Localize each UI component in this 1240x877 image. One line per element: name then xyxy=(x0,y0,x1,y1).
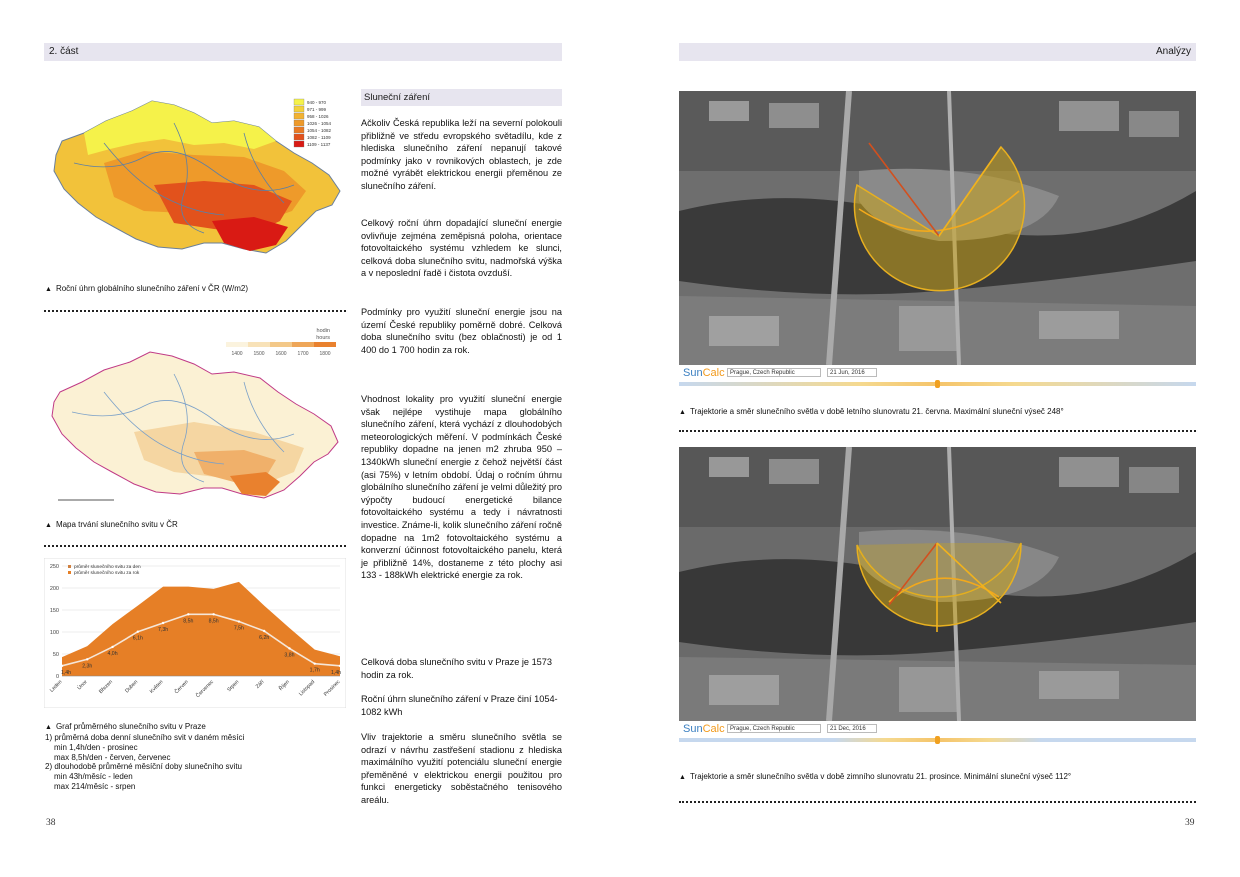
data-label: 8,5h xyxy=(208,618,219,625)
legend-swatch xyxy=(294,99,304,105)
divider xyxy=(44,545,346,547)
x-tick-label: Duben xyxy=(124,679,140,695)
prague-sunshine-chart xyxy=(44,558,346,708)
caption-list-item: min 1,4h/den - prosinec xyxy=(54,742,138,752)
y-tick-label: 200 xyxy=(49,586,59,592)
date-field[interactable]: 21 Jun, 2016 xyxy=(827,368,877,377)
x-tick-label: Prosinec xyxy=(322,679,342,698)
data-label: 6,2h xyxy=(259,634,270,641)
legend-label: 1109 - 1137 xyxy=(307,142,331,147)
y-tick-label: 0 xyxy=(55,674,59,680)
suncalc-logo xyxy=(683,367,725,379)
data-label: 1,4h xyxy=(330,669,342,676)
legend-marker xyxy=(68,565,71,568)
data-label: 1,7h xyxy=(309,667,320,674)
line-point xyxy=(137,631,139,633)
data-label: 3,8h xyxy=(284,652,295,659)
legend-swatch xyxy=(314,342,336,347)
legend-title-hours: hodin xyxy=(316,328,330,334)
caption-list-item: max 214/měsíc - srpen xyxy=(54,781,136,791)
data-label: 2,3h xyxy=(82,663,93,670)
line-point xyxy=(111,646,113,648)
paragraph: Vliv trajektorie a směru slunečního světla se odrazí v návrhu zastřešení stadionu z hlediska maximálního využití potenciálu sluneční energie přeměněné v elektrickou energii použitou pro funkci energeticky soběstačného tenisového areálu. xyxy=(361,732,562,805)
chart-caption-title: Graf průměrného slunečního svitu v Praze xyxy=(55,722,206,731)
line-point xyxy=(61,665,63,667)
suncalc-summer-aerial xyxy=(679,91,1196,365)
x-tick-label: Červenec xyxy=(195,679,216,700)
paragraph: Ačkoliv Česká republika leží na severní polokouli přibližně ve středu evropského světadílu, kde z hlediska slunečního záření nepanují takové podmínky jako v rovnikových oblastech, je zde možné vyrábět elektrickou energii přeměnou ze slunečního záření. xyxy=(361,118,562,191)
suncalc-winter-aerial xyxy=(679,447,1196,721)
paragraph: Roční úhrn slunečního záření v Praze činí 1054-1082 kWh xyxy=(361,694,558,717)
x-tick-label: Červen xyxy=(173,679,190,696)
legend-swatch xyxy=(294,120,304,126)
x-tick-label: Březen xyxy=(98,679,114,696)
paragraph: Celkový roční úhrn dopadající sluneční energie ovlivňuje zejména zeměpisná poloha, orientace fotovoltaického systému vzhledem ke slunci, celková doba slunečního svitu, nadmořská výška a v neposlední řadě i čistota ovzduší. xyxy=(361,218,562,279)
data-label: 7,3h xyxy=(158,627,169,634)
timeline-handle[interactable] xyxy=(935,380,940,388)
chart-caption: ▲ Graf průměrného slunečního svitu v Praze 1) průměrná doba denní slunečního svit v daném měsíci min 1,4h/den - prosinec max 8,5h/den - červen, červenec 2) dlouhodobě průměrné měsíční doby slunečního svitu min 43h/měsíc - leden max 214/měsíc - srpen xyxy=(45,722,355,792)
line-point xyxy=(288,647,290,649)
y-tick-label: 50 xyxy=(52,652,59,658)
line-point xyxy=(263,630,265,632)
y-tick-label: 100 xyxy=(49,630,59,636)
summer-solstice-caption: ▲ Trajektorie a směr slunečního světla v době letního slunovratu 21. června. Maximální sluneční výseč 248° xyxy=(679,407,1064,416)
solar-radiation-map-caption: ▲ Roční úhrn globálního slunečního záření v ČR (W/m2) xyxy=(45,284,249,293)
data-label: 4,0h xyxy=(107,650,118,657)
line-point xyxy=(339,665,341,667)
legend-tick: 1500 xyxy=(253,351,265,357)
page-number-right: 39 xyxy=(1185,818,1195,828)
y-tick-label: 150 xyxy=(49,608,59,614)
legend-swatch xyxy=(270,342,292,347)
paragraph: Celková doba slunečního svitu v Praze je 1573 hodin za rok. xyxy=(361,657,553,680)
legend-swatch xyxy=(294,106,304,112)
divider xyxy=(679,801,1196,803)
suncalc-logo-calc: Calc xyxy=(702,367,725,379)
data-label: 7,5h xyxy=(233,625,244,632)
legend-swatch xyxy=(294,113,304,119)
y-tick-label: 250 xyxy=(49,564,59,570)
x-tick-label: Srpen xyxy=(226,679,241,694)
legend-swatch xyxy=(248,342,270,347)
line-point xyxy=(187,613,189,615)
line-point xyxy=(86,658,88,660)
location-field[interactable]: Prague, Czech Republic xyxy=(727,724,821,733)
section-header-right: Analýzy xyxy=(679,43,1196,61)
section-title: Sluneční záření xyxy=(361,89,562,106)
radiation-map-legend xyxy=(294,99,332,147)
legend-label: 1082 - 1109 xyxy=(307,135,331,140)
suncalc-toolbar-winter xyxy=(679,721,1196,745)
chart-caption-list xyxy=(45,733,355,792)
legend-label: průměr slunečního svitu za rok xyxy=(74,571,140,576)
suncalc-logo-calc: Calc xyxy=(702,723,725,735)
x-tick-label: Únor xyxy=(76,679,89,692)
solar-radiation-map xyxy=(44,93,344,273)
legend-tick: 1600 xyxy=(275,351,287,357)
data-label: 1,4h xyxy=(60,669,72,676)
caption-list-item: max 8,5h/den - červen, červenec xyxy=(54,752,171,762)
line-point xyxy=(238,620,240,622)
legend-tick: 1700 xyxy=(297,351,309,357)
data-label: 8,5h xyxy=(183,618,194,625)
caption-text: Mapa trvání slunečního svitu v ČR xyxy=(55,520,178,529)
divider xyxy=(679,430,1196,432)
sunshine-map-legend xyxy=(226,342,336,357)
x-tick-label: Leden xyxy=(48,679,64,694)
legend-label: průměr slunečního svitu za den xyxy=(74,565,141,570)
caption-list-item: 1) průměrná doba denní slunečního svit v daném měsíci xyxy=(45,733,245,742)
legend-label: 971 - 999 xyxy=(307,107,327,112)
line-point xyxy=(212,613,214,615)
x-tick-label: Listopad xyxy=(298,679,317,698)
legend-tick: 1800 xyxy=(319,351,331,357)
legend-swatch xyxy=(294,134,304,140)
x-tick-label: Květen xyxy=(148,679,165,695)
legend-label: 958 - 1026 xyxy=(307,114,329,119)
data-label: 6,1h xyxy=(132,635,143,642)
divider xyxy=(44,310,346,312)
line-point xyxy=(314,662,316,664)
sunshine-duration-map xyxy=(44,322,344,508)
caption-text: Trajektorie a směr slunečního světla v době letního slunovratu 21. června. Maximální sluneční výseč 248° xyxy=(689,407,1064,416)
legend-swatch xyxy=(294,141,304,147)
suncalc-toolbar-summer xyxy=(679,365,1196,389)
caption-list-item: min 43h/měsíc - leden xyxy=(54,772,133,782)
legend-label: 1026 - 1054 xyxy=(307,121,332,126)
winter-solstice-caption: ▲ Trajektorie a směr slunečního světla v době zimního slunovratu 21. prosince. Minimální sluneční výseč 112° xyxy=(679,772,1072,781)
legend-tick: 1400 xyxy=(231,351,243,357)
line-point xyxy=(162,622,164,624)
legend-swatch xyxy=(294,127,304,133)
paragraph: Vhodnost lokality pro využití sluneční energie však nejlépe vystihuje mapa globálního slunečního záření, která vychází z dlouhodobých meteorologických měření. V podmínkách České republiky dopadne na jenen m2 zhruba 950 – 1340kWh sluneční energie z čehož největší část (asi 75%) v letním období. Údaj o ročním úhrnu globálního slunečního záření je velmi důležitý pro výpočty budoucí energetické bilance fotovoltaického systému a tedy i návratnosti investice. Známe-li, kolik slunečního záření ročně dopadne na 1m2 fotovoltaického systému a konverzní účinnost fotovoltaického panelu, která je přibližně 14%, dostaneme z této plochy asi 133 - 188kWh elektrické energie za rok. xyxy=(361,394,562,581)
legend-title-hours-en: hours xyxy=(316,335,330,341)
paragraph: Podmínky pro využití sluneční energie jsou na území České republiky poměrně dobré. Celková doba slunečního svitu (bez oblačnosti) je od 1 400 do 1 700 hodin za rok. xyxy=(361,307,562,355)
legend-swatch xyxy=(226,342,248,347)
suncalc-logo xyxy=(683,723,725,735)
caption-text: Trajektorie a směr slunečního světla v době zimního slunovratu 21. prosince. Minimální sluneční výseč 112° xyxy=(689,772,1072,781)
timeline-handle[interactable] xyxy=(935,736,940,744)
suncalc-logo-sun: Sun xyxy=(683,723,703,735)
suncalc-logo-sun: Sun xyxy=(683,367,703,379)
caption-text: Roční úhrn globálního slunečního záření v ČR (W/m2) xyxy=(55,284,249,293)
location-field[interactable]: Prague, Czech Republic xyxy=(727,368,821,377)
page-number-left: 38 xyxy=(46,818,56,828)
caption-list-item: 2) dlouhodobě průměrné měsíční doby slunečního svitu xyxy=(45,762,243,772)
date-field[interactable]: 21 Dec, 2016 xyxy=(827,724,877,733)
legend-label: 940 - 970 xyxy=(307,100,327,105)
x-tick-label: Říjen xyxy=(278,679,291,692)
legend-marker xyxy=(68,571,71,574)
legend-label: 1054 - 1082 xyxy=(307,128,332,133)
sunshine-duration-map-caption: ▲ Mapa trvání slunečního svitu v ČR xyxy=(45,520,178,529)
section-header-left: 2. část xyxy=(44,43,562,61)
x-tick-label: Září xyxy=(254,679,266,690)
legend-swatch xyxy=(292,342,314,347)
